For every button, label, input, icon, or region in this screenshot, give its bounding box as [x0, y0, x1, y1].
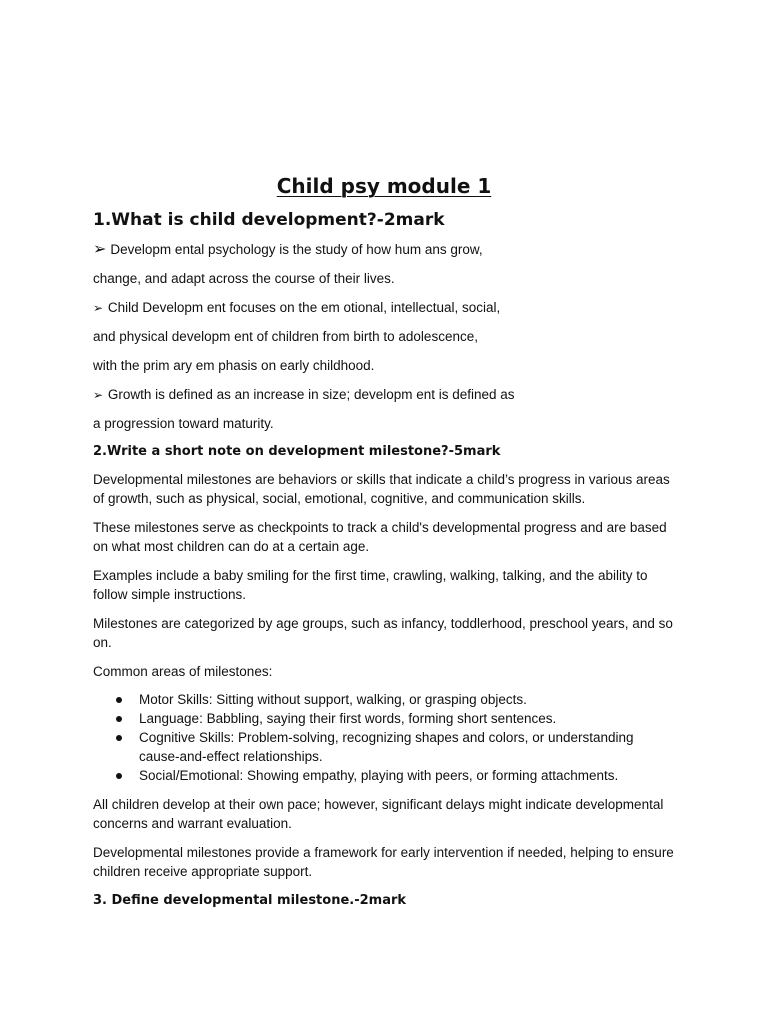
- q1-line: [93, 357, 675, 375]
- q2-paragraph: These milestones serve as checkpoints to track a child's developmental progress and are based on what most children can do at a certain age.: [93, 520, 667, 554]
- list-item-text: Cognitive Skills: Problem-solving, recognizing shapes and colors, or understanding cause-and-effect relationships.: [139, 730, 634, 764]
- q1-line-text: a progression toward maturity.: [93, 416, 274, 431]
- arrow-bullet-icon: ➢: [93, 388, 104, 402]
- q1-line: [93, 299, 675, 317]
- list-item: [93, 709, 675, 728]
- question-2-heading: 2.Write a short note on development milestone?-5mark: [93, 444, 501, 459]
- arrow-bullet-icon: ➢: [93, 239, 107, 258]
- question-3-heading: 3. Define developmental milestone.-2mark: [93, 893, 407, 908]
- document-body: [93, 172, 675, 919]
- question-1-heading: 1.What is child development?-2mark: [93, 210, 445, 230]
- q2-paragraph: Milestones are categorized by age groups, such as infancy, toddlerhood, preschool years, and so on.: [93, 616, 673, 650]
- q1-line: [93, 240, 675, 259]
- q2-paragraph: Examples include a baby smiling for the first time, crawling, walking, talking, and the ability to follow simple instructions.: [93, 568, 648, 602]
- bullet-dot-icon: [116, 735, 122, 741]
- document-title: Child psy module 1: [276, 174, 492, 198]
- list-item: [93, 728, 675, 766]
- q1-line-text: change, and adapt across the course of their lives.: [93, 271, 395, 286]
- q2-paragraph: Developmental milestones are behaviors or skills that indicate a child’s progress in various areas of growth, such as physical, social, emotional, cognitive, and communication skills.: [93, 472, 670, 506]
- q2-closing-paragraph: All children develop at their own pace; however, significant delays might indicate developmental concerns and warrant evaluation.: [93, 797, 664, 831]
- q2-closing-paragraph: Developmental milestones provide a framework for early intervention if needed, helping to ensure children receive appropriate support.: [93, 845, 674, 879]
- q1-line-text: Child Developm ent focuses on the em otional, intellectual, social,: [107, 300, 501, 315]
- list-item: [93, 690, 675, 709]
- q1-line-text: and physical developm ent of children from birth to adolescence,: [93, 329, 478, 344]
- q1-line: [93, 328, 675, 346]
- q1-line-text: with the prim ary em phasis on early childhood.: [93, 358, 375, 373]
- q1-line-text: Developm ental psychology is the study of how hum ans grow,: [110, 242, 483, 257]
- q1-line-text: Growth is defined as an increase in size; developm ent is defined as: [107, 387, 515, 402]
- q1-line: [93, 386, 675, 404]
- bullet-dot-icon: [116, 697, 122, 703]
- q2-paragraph: Common areas of milestones:: [93, 664, 273, 679]
- arrow-bullet-icon: ➢: [93, 301, 104, 315]
- bullet-dot-icon: [116, 716, 122, 722]
- milestone-areas-list: [93, 690, 675, 785]
- q1-line: [93, 415, 675, 433]
- list-item-text: Language: Babbling, saying their first words, forming short sentences.: [139, 711, 557, 726]
- q1-line: [93, 270, 675, 288]
- list-item: [93, 766, 675, 785]
- list-item-text: Motor Skills: Sitting without support, walking, or grasping objects.: [139, 692, 527, 707]
- bullet-dot-icon: [116, 773, 122, 779]
- list-item-text: Social/Emotional: Showing empathy, playing with peers, or forming attachments.: [139, 768, 619, 783]
